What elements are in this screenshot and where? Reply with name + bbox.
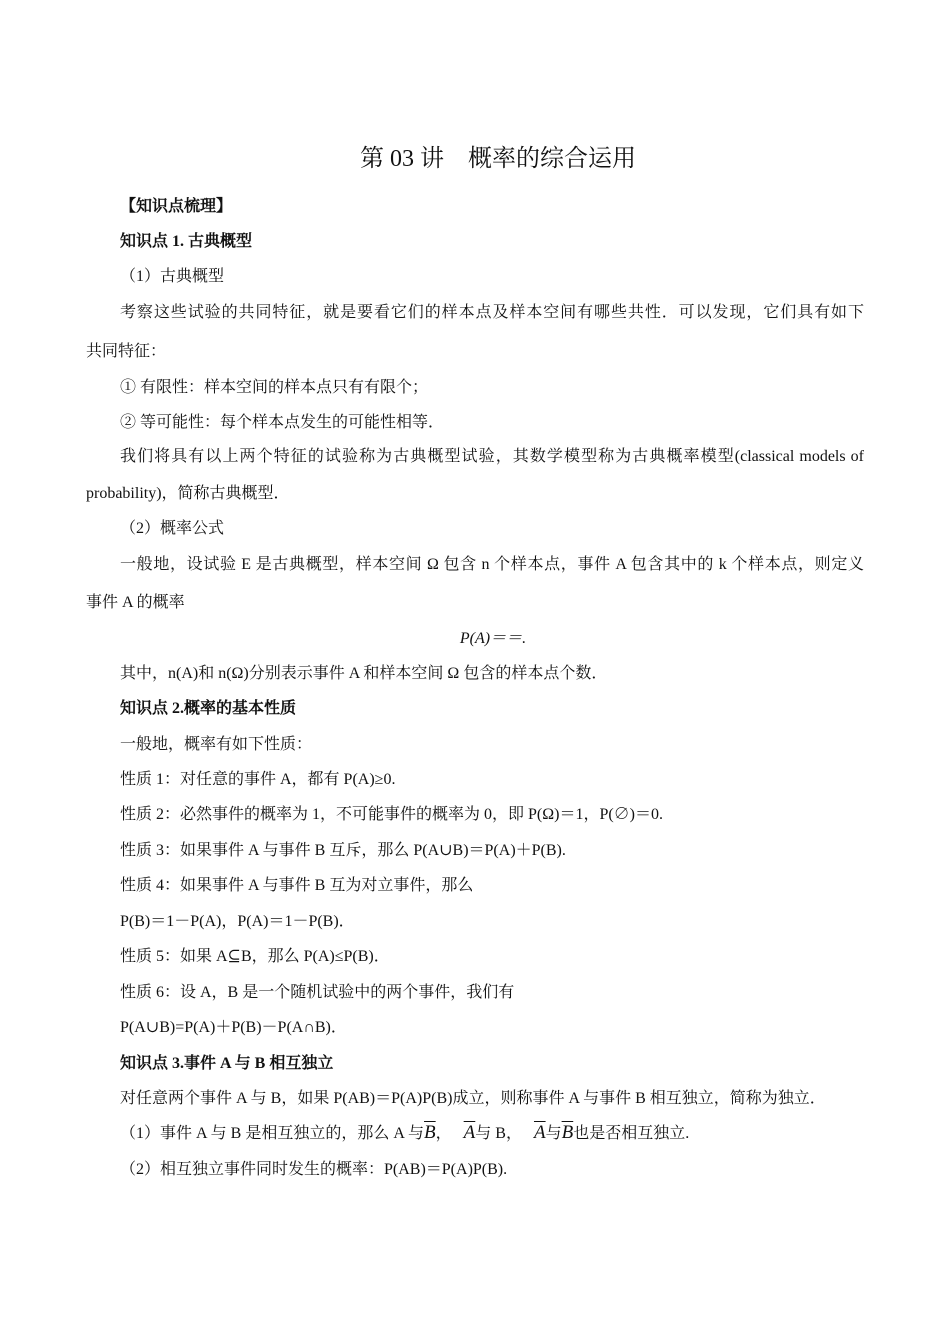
text-segment: （1）事件 A 与 B 是相互独立的，那么 A 与 — [120, 1125, 425, 1142]
section-heading: 【知识点梳理】 — [120, 198, 233, 215]
paragraph-line: 一般地，设试验 E 是古典概型，样本空间 Ω 包含 n 个样本点，事件 A 包含其中的 k 个样本点，则定义 — [120, 556, 864, 573]
paragraph-line: P(A∪B)=P(A)＋P(B)－P(A∩B)． — [120, 1019, 347, 1036]
independence-item-1 — [120, 1123, 689, 1144]
list-item: ① 有限性：样本空间的样本点只有有限个； — [120, 379, 429, 396]
heading-kp1: 知识点 1. 古典概型 — [120, 233, 253, 250]
text-segment: 与 B， — [475, 1125, 514, 1142]
paragraph-line: 一般地，概率有如下性质： — [120, 736, 313, 753]
property-3: 性质 3：如果事件 A 与事件 B 互斥，那么 P(A∪B)＝P(A)＋P(B). — [120, 842, 566, 859]
independence-item-2: （2）相互独立事件同时发生的概率：P(AB)＝P(A)P(B). — [120, 1161, 508, 1178]
property-2: 性质 2：必然事件的概率为 1，不可能事件的概率为 0，即 P(Ω)＝1，P(∅)＝0. — [120, 806, 664, 823]
subheading-classical: （1）古典概型 — [120, 268, 225, 285]
overline-letter: $\overline{A}$ — [463, 1122, 476, 1143]
property-1: 性质 1：对任意的事件 A，都有 P(A)≥0. — [120, 771, 396, 788]
paragraph-line: 对任意两个事件 A 与 B，如果 P(AB)＝P(A)P(B)成立，则称事件 A 与事件 B 相互独立，简称为独立． — [120, 1090, 826, 1107]
heading-kp3: 知识点 3.事件 A 与 B 相互独立 — [120, 1055, 334, 1072]
heading-kp2: 知识点 2.概率的基本性质 — [120, 700, 297, 717]
paragraph-line: 其中，n(A)和 n(Ω)分别表示事件 A 和样本空间 Ω 包含的样本点个数． — [120, 665, 608, 682]
page-title: 第 03 讲 概率的综合运用 — [360, 146, 636, 172]
paragraph-line: probability)，简称古典概型． — [86, 485, 290, 502]
paragraph-line: 事件 A 的概率 — [86, 594, 185, 611]
overline-letter: $\overline{A}$ — [533, 1122, 546, 1143]
formula: P(A)＝＝. — [459, 630, 527, 647]
property-6: 性质 6：设 A，B 是一个随机试验中的两个事件，我们有 — [120, 984, 515, 1001]
overline-letter: $\overline{B}$ — [561, 1122, 574, 1143]
property-4: 性质 4：如果事件 A 与事件 B 互为对立事件，那么 — [120, 877, 474, 894]
overline-letter: $\overline{B}$ — [424, 1122, 436, 1143]
paragraph-line: 共同特征： — [86, 343, 167, 360]
paragraph-line: P(B)＝1－P(A)，P(A)＝1－P(B)． — [120, 913, 355, 930]
subheading-formula: （2）概率公式 — [120, 520, 225, 537]
paragraph-line: 我们将具有以上两个特征的试验称为古典概型试验，其数学模型称为古典概率模型(classical models of — [120, 448, 864, 465]
text-segment: ， — [435, 1125, 444, 1142]
text-segment: 与 — [545, 1125, 562, 1142]
property-5: 性质 5：如果 A⊆B，那么 P(A)≤P(B)． — [120, 948, 390, 965]
paragraph-line: 考察这些试验的共同特征，就是要看它们的样本点及样本空间有哪些共性．可以发现，它们具有如下 — [120, 304, 864, 321]
list-item: ② 等可能性：每个样本点发生的可能性相等． — [120, 414, 445, 431]
text-segment: 也是否相互独立. — [573, 1125, 690, 1142]
